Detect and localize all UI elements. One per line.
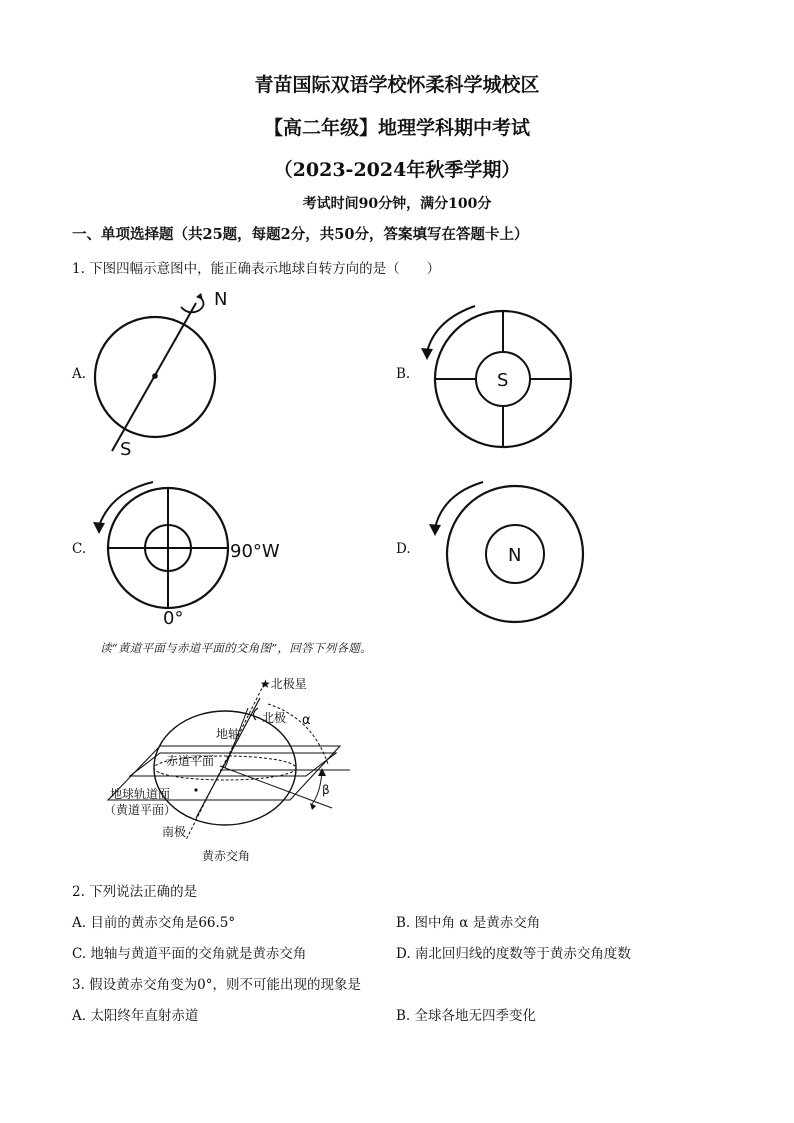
label-n-center: N xyxy=(508,545,522,566)
q1-diagram-d xyxy=(425,476,595,626)
label-axis: 地轴 xyxy=(216,727,241,741)
label-beta: β xyxy=(322,783,330,797)
exam-title: 【高二年级】地理学科期中考试 xyxy=(263,117,530,139)
ecliptic-obliquity-diagram xyxy=(100,668,370,868)
exam-time-note: 考试时间90分钟，满分100分 xyxy=(302,196,492,212)
label-n: N xyxy=(214,289,228,310)
q1-option-b-letter: B. xyxy=(396,366,411,382)
q1-diagram-b xyxy=(415,300,585,460)
q3-option-a: A. 太阳终年直射赤道 xyxy=(72,1008,199,1024)
q2-option-d: D. 南北回归线的度数等于黄赤交角度数 xyxy=(396,946,631,962)
question-1-stem: 1. 下图四幅示意图中，能正确表示地球自转方向的是（ ） xyxy=(72,261,441,277)
label-ecliptic-plane: （黄道平面） xyxy=(104,803,177,817)
school-name: 青苗国际双语学校怀柔科学城校区 xyxy=(254,74,540,96)
question-2-stem: 2. 下列说法正确的是 xyxy=(72,884,198,900)
rotation-arrow-icon xyxy=(435,482,483,528)
q2-option-a: A. 目前的黄赤交角是66.5° xyxy=(72,915,236,931)
label-equator-plane: 赤道平面 xyxy=(166,754,215,768)
label-alpha: α xyxy=(302,713,311,728)
globe-center xyxy=(152,373,158,379)
rotation-arrow-icon xyxy=(427,306,475,352)
label-north-pole: 北极 xyxy=(262,711,287,725)
label-south-pole: 南极 xyxy=(162,825,187,839)
label-orbit-plane: 地球轨道面 xyxy=(110,787,171,801)
q2-option-b: B. 图中角 α 是黄赤交角 xyxy=(396,915,541,931)
label-s-center: S xyxy=(497,370,509,391)
exam-term: （2023-2024年秋季学期） xyxy=(273,159,521,181)
q1-option-a-letter: A. xyxy=(72,366,87,382)
question-3-stem: 3. 假设黄赤交角变为0°，则不可能出现的现象是 xyxy=(72,977,362,993)
label-0deg: 0° xyxy=(163,608,184,629)
label-polaris: ★北极星 xyxy=(260,677,307,691)
q1-diagram-c xyxy=(85,470,285,630)
q3-option-b: B. 全球各地无四季变化 xyxy=(396,1008,537,1024)
q1-option-c-letter: C. xyxy=(72,541,87,557)
figure-caption: 黄赤交角 xyxy=(202,849,251,863)
section-heading: 一、单项选择题（共25题，每题2分，共50分，答案填写在答题卡上） xyxy=(72,226,529,243)
q2-option-c: C. 地轴与黄道平面的交角就是黄赤交角 xyxy=(72,946,307,962)
label-90w: 90°W xyxy=(230,541,280,562)
label-s: S xyxy=(120,439,132,460)
q1-diagram-a xyxy=(80,285,240,465)
q1-option-d-letter: D. xyxy=(396,541,411,557)
reading-note: 读“黄道平面与赤道平面的交角图”，回答下列各题。 xyxy=(100,641,372,655)
